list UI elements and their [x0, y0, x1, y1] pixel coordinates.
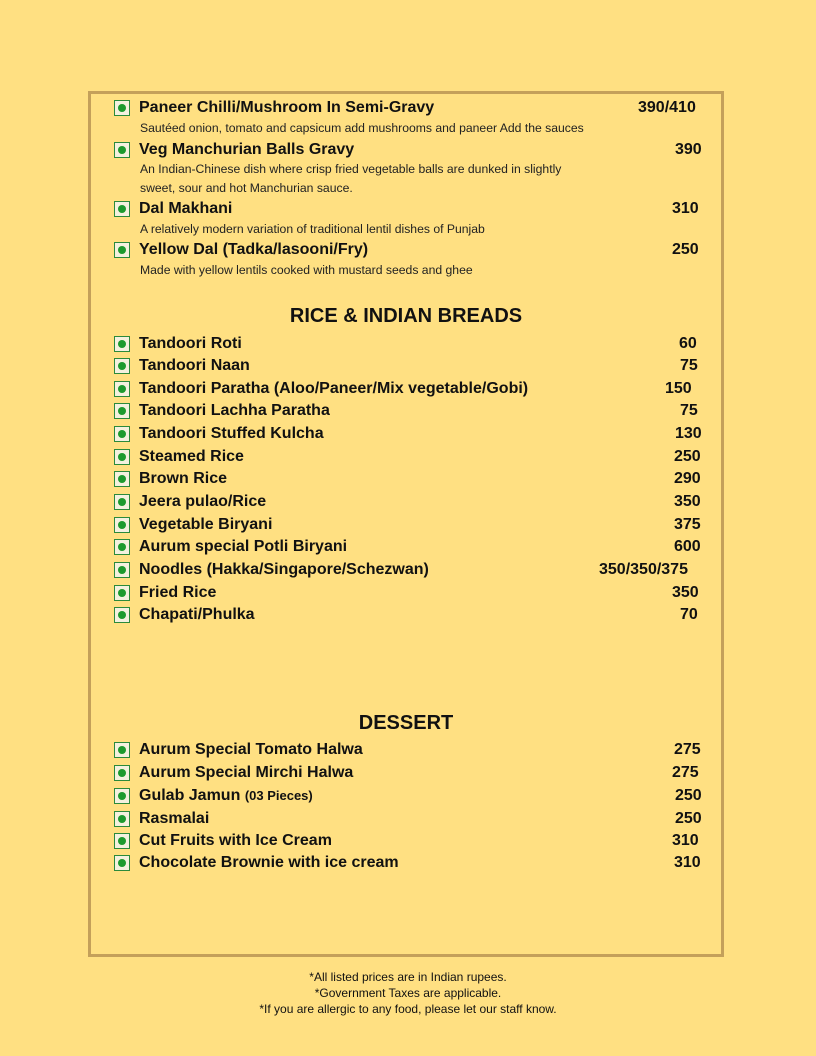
item-name: Tandoori Paratha (Aloo/Paneer/Mix vegetable/Gobi) [139, 380, 529, 397]
item-name: Tandoori Naan [139, 357, 250, 374]
item-description: A relatively modern variation of traditional lentil dishes of Punjab [140, 222, 485, 236]
item-name: Veg Manchurian Balls Gravy [139, 141, 355, 158]
item-price: 350 [672, 584, 699, 601]
item-name: Gulab Jamun (03 Pieces) [139, 787, 313, 804]
footer-note: *Government Taxes are applicable. [314, 986, 502, 1000]
item-price: 375 [674, 516, 701, 533]
item-name: Chapati/Phulka [139, 606, 255, 623]
item-price: 150 [665, 380, 692, 397]
item-price: 250 [675, 810, 702, 827]
item-price: 290 [674, 470, 701, 487]
veg-icon [114, 471, 130, 487]
veg-icon [114, 494, 130, 510]
item-name: Fried Rice [139, 584, 217, 601]
veg-icon [114, 585, 130, 601]
veg-icon [114, 358, 130, 374]
item-name: Cut Fruits with Ice Cream [139, 832, 332, 849]
item-price: 130 [675, 425, 702, 442]
item-name: Tandoori Stuffed Kulcha [139, 425, 324, 442]
section-title-rice-breads: RICE & INDIAN BREADS [289, 305, 523, 327]
item-name: Brown Rice [139, 470, 228, 487]
veg-icon [114, 100, 130, 116]
item-name: Tandoori Lachha Paratha [139, 402, 330, 419]
item-price: 70 [680, 606, 698, 623]
item-name: Vegetable Biryani [139, 516, 273, 533]
footer-notes [0, 969, 816, 1017]
veg-icon [114, 517, 130, 533]
item-note: (03 Pieces) [244, 788, 313, 803]
item-name: Paneer Chilli/Mushroom In Semi-Gravy [139, 99, 435, 116]
veg-icon [114, 381, 130, 397]
veg-icon [114, 607, 130, 623]
veg-icon [114, 426, 130, 442]
veg-icon [114, 855, 130, 871]
veg-icon [114, 449, 130, 465]
veg-icon [114, 833, 130, 849]
footer-note: *If you are allergic to any food, please let our staff know. [259, 1002, 557, 1016]
item-name: Yellow Dal (Tadka/lasooni/Fry) [139, 241, 369, 258]
item-name: Dal Makhani [139, 200, 233, 217]
item-name: Steamed Rice [139, 448, 244, 465]
footer-note: *All listed prices are in Indian rupees. [309, 970, 507, 984]
item-price: 250 [674, 448, 701, 465]
veg-icon [114, 142, 130, 158]
veg-icon [114, 403, 130, 419]
item-name: Noodles (Hakka/Singapore/Schezwan) [139, 561, 429, 578]
item-name: Aurum special Potli Biryani [139, 538, 348, 555]
item-price: 275 [672, 764, 699, 781]
item-price: 310 [674, 854, 701, 871]
item-price: 60 [679, 335, 697, 352]
item-name: Aurum Special Mirchi Halwa [139, 764, 354, 781]
item-price: 310 [672, 832, 699, 849]
veg-icon [114, 201, 130, 217]
item-price: 75 [680, 402, 698, 419]
item-price: 275 [674, 741, 701, 758]
veg-icon [114, 788, 130, 804]
item-price: 250 [675, 787, 702, 804]
section-title-dessert: DESSERT [358, 712, 454, 734]
item-name: Aurum Special Tomato Halwa [139, 741, 363, 758]
item-name: Chocolate Brownie with ice cream [139, 854, 399, 871]
item-description: Made with yellow lentils cooked with mustard seeds and ghee [140, 263, 473, 277]
item-price: 350 [674, 493, 701, 510]
veg-icon [114, 562, 130, 578]
item-price: 390 [675, 141, 702, 158]
veg-icon [114, 539, 130, 555]
veg-icon [114, 765, 130, 781]
item-name: Rasmalai [139, 810, 210, 827]
item-name: Tandoori Roti [139, 335, 242, 352]
item-description: sweet, sour and hot Manchurian sauce. [140, 181, 353, 195]
veg-icon [114, 742, 130, 758]
item-description: An Indian-Chinese dish where crisp fried vegetable balls are dunked in slightly [140, 162, 562, 176]
item-price: 350/350/375 [599, 561, 688, 578]
veg-icon [114, 811, 130, 827]
item-price: 310 [672, 200, 699, 217]
item-description: Sautéed onion, tomato and capsicum add mushrooms and paneer Add the sauces [140, 121, 584, 135]
item-price: 390/410 [638, 99, 696, 116]
item-name: Jeera pulao/Rice [139, 493, 267, 510]
item-price: 250 [672, 241, 699, 258]
veg-icon [114, 336, 130, 352]
veg-icon [114, 242, 130, 258]
item-price: 600 [674, 538, 701, 555]
item-price: 75 [680, 357, 698, 374]
